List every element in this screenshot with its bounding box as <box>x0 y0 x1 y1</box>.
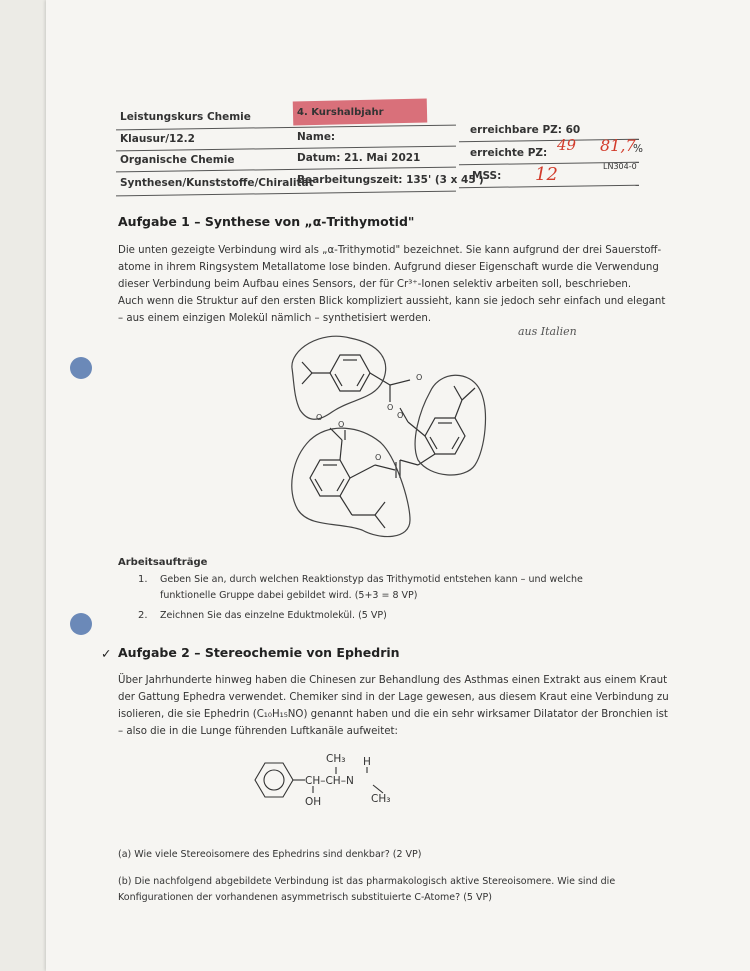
task1-item-number: 2. <box>138 610 148 621</box>
oxygen-label: O <box>316 413 323 422</box>
oxygen-label: O <box>387 403 394 412</box>
task1-item-line: Zeichnen Sie das einzelne Eduktmolekül. (5 VP) <box>160 610 387 621</box>
question-a: (a) Wie viele Stereoisomere des Ephedrins sind denkbar? (2 VP) <box>118 849 422 860</box>
question-b-line: (b) Die nachfolgend abgebildete Verbindung ist das pharmakologisch aktive Stereoisomere. Wie sind die <box>118 876 616 887</box>
h-label: H <box>363 756 371 768</box>
max-points-label: erreichbare PZ: 60 <box>470 124 581 136</box>
task2-intro-line: – also die in die Lunge führenden Luftkanäle aufweitet: <box>118 726 398 737</box>
task2-intro-line: isolieren, die sie Ephedrin (C₁₀H₁₅NO) genannt haben und die ein sehr wirksamer Dilatator der Bronchien ist <box>118 709 668 720</box>
mss-label: MSS: <box>472 170 502 182</box>
oxygen-label: O <box>416 373 423 382</box>
task2-intro-line: Über Jahrhunderte hinweg haben die Chinesen zur Behandlung des Asthmas einen Extrakt aus einem Kraut <box>118 675 668 686</box>
oxygen-label: O <box>397 411 404 420</box>
punch-hole-bottom <box>70 613 92 635</box>
task1-intro-line: – aus einem einzigen Molekül nämlich – synthetisiert werden. <box>118 313 432 324</box>
arbeitsauftraege-heading: Arbeitsaufträge <box>118 557 208 568</box>
task1-title: Aufgabe 1 – Synthese von „α-Trithymotid" <box>118 214 415 229</box>
check-mark: ✓ <box>101 646 112 661</box>
task1-intro-line: Auch wenn die Struktur auf den ersten Blick kompliziert aussieht, kann sie jedoch sehr einfach und elegant <box>118 296 666 307</box>
document-code: LN304-0 <box>603 162 637 171</box>
task2-intro-line: der Gattung Ephedra verwendet. Chemiker sind in der Lage gewesen, aus diesem Kraut eine Verbindung zu <box>118 692 669 703</box>
question-b-line: Konfigurationen der vorhandenen asymmetrisch substituierte C-Atome? (5 VP) <box>118 892 492 903</box>
semester-label: 4. Kurshalbjahr <box>297 107 384 118</box>
task1-intro-line: Die unten gezeigte Verbindung wird als „α-Trithymotid" bezeichnet. Sie kann aufgrund der drei Sauerstoff- <box>118 245 662 256</box>
task2-title: Aufgabe 2 – Stereochemie von Ephedrin <box>118 645 400 660</box>
task1-intro <box>118 242 665 327</box>
task1-item-number: 1. <box>138 574 148 585</box>
subtopic-label: Synthesen/Kunststoffe/Chiralität <box>120 177 314 189</box>
duration-label: Bearbeitungszeit: 135' (3 x 45') <box>297 174 484 186</box>
task2-intro <box>118 672 669 740</box>
topic-label: Organische Chemie <box>120 154 235 166</box>
punch-hole-top <box>70 357 92 379</box>
oxygen-label: O <box>338 420 345 429</box>
exam-label: Klausur/12.2 <box>120 133 195 145</box>
ch3-right-label: CH₃ <box>371 793 391 805</box>
handwritten-points: 49 <box>557 136 577 154</box>
oxygen-label: O <box>375 453 382 462</box>
chain-label: CH–CH–N <box>305 775 354 787</box>
percent-sign: % <box>633 143 643 155</box>
handwritten-mss: 12 <box>535 164 558 185</box>
points-reached-label: erreichte PZ: <box>470 147 548 159</box>
task1-intro-line: dieser Verbindung beim Aufbau eines Sensors, der für Cr³⁺-Ionen selektiv arbeiten soll, beschrieben. <box>118 279 632 290</box>
name-field-label: Name: <box>297 131 336 143</box>
task1-item-line: Geben Sie an, durch welchen Reaktionstyp das Trithymotid entstehen kann – und welche <box>160 574 583 585</box>
ephedrin-structure <box>243 745 443 820</box>
course-label: Leistungskurs Chemie <box>120 111 251 123</box>
handwritten-note: aus Italien <box>518 325 577 338</box>
task1-intro-line: atome in ihrem Ringsystem Metallatome lose binden. Aufgrund dieser Eigenschaft wurde die Verwendung <box>118 262 659 273</box>
task1-item-line: funktionelle Gruppe dabei gebildet wird. (5+3 = 8 VP) <box>160 590 418 601</box>
trithymotid-structure <box>280 330 520 560</box>
ch3-top-label: CH₃ <box>326 753 346 765</box>
date-label: Datum: 21. Mai 2021 <box>297 152 421 164</box>
oh-label: OH <box>305 796 322 808</box>
handwritten-percent: 81,7 <box>600 136 636 155</box>
